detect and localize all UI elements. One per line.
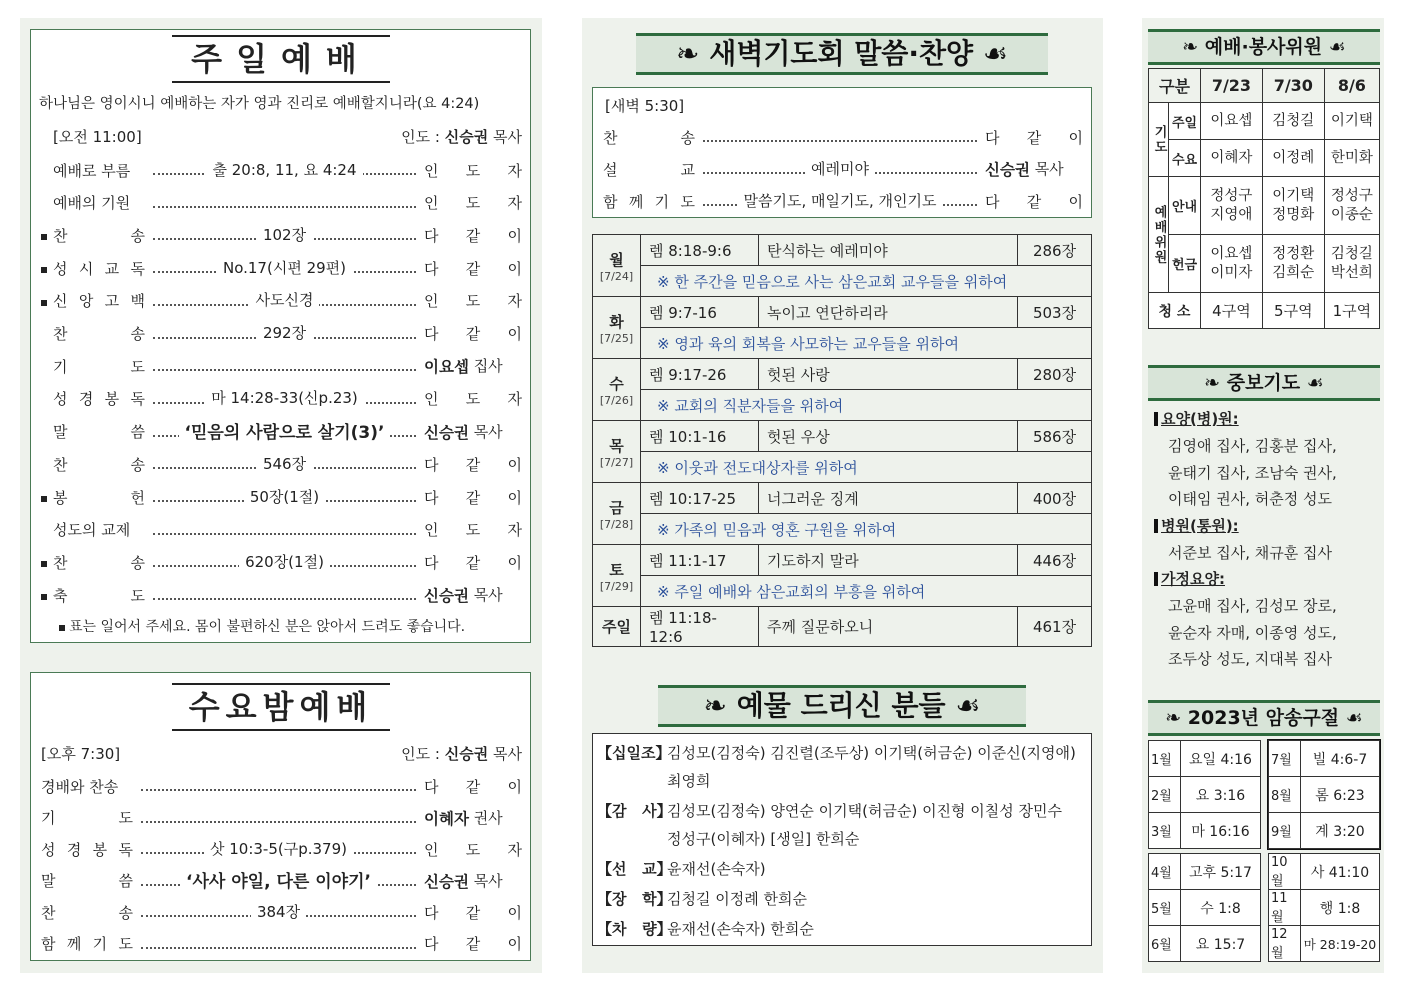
intercession-names: 서준보 집사, 채규훈 집사 xyxy=(1168,543,1332,562)
order-detail: 마 14:28-33(신p.23) xyxy=(205,387,364,408)
day-cell: 화 [7/25] xyxy=(593,297,641,359)
order-label: 예배로 부름 xyxy=(53,161,131,180)
memory-row: 8월 롬 6:23 xyxy=(1269,777,1380,813)
memory-row: 10월 사 41:10 xyxy=(1269,854,1380,890)
offering-title: 예물 드리신 분들 xyxy=(736,689,946,722)
memory-row: 4월 고후 5:17 xyxy=(1149,854,1261,890)
order-role: 다 같 이 xyxy=(985,128,1083,147)
leaf-right-icon: ☙ xyxy=(1328,36,1346,58)
order-line xyxy=(41,579,522,611)
memory-row: 2월 요 3:16 xyxy=(1149,777,1261,813)
offering-names: 김청길 이정례 한희순 xyxy=(667,890,807,908)
order-line xyxy=(41,285,522,317)
memory-title: 2023년 암송구절 xyxy=(1187,707,1340,729)
scripture-ref: 렘 10:1-16 xyxy=(641,421,759,452)
wednesday-title: 수요밤예배 xyxy=(172,683,390,731)
wednesday-time: [오후 7:30] xyxy=(41,745,121,763)
order-role: 인 도 자 xyxy=(424,161,522,180)
order-line xyxy=(41,318,522,350)
dawn-day-row xyxy=(593,483,1092,514)
memory-row: 7월 빌 4:6-7 xyxy=(1269,741,1380,777)
order-role: 다 같 이 xyxy=(424,777,522,796)
marker-icon xyxy=(1154,412,1158,426)
dot-leader xyxy=(153,552,416,571)
memory-table xyxy=(1148,853,1261,962)
memory-row: 9월 계 3:20 xyxy=(1269,813,1380,849)
committee-title-bar xyxy=(1148,29,1380,65)
dot-leader xyxy=(153,389,416,408)
committee-row: 수요 이혜자 이정례 한미화 xyxy=(1149,140,1380,177)
leaf-right-icon: ☙ xyxy=(955,689,981,722)
order-label: 함 께 기 도 xyxy=(603,192,695,211)
leaf-left-icon: ❧ xyxy=(703,689,727,722)
order-detail: 384장 xyxy=(251,901,306,922)
dot-leader xyxy=(153,291,416,310)
wednesday-worship-box xyxy=(30,672,531,961)
order-label: 성 시 교 독 xyxy=(53,259,145,278)
order-detail: 예레미야 xyxy=(805,158,875,179)
offering-category: 【장 학】 xyxy=(597,890,672,908)
committee-row: 예배위원 안내 정성구 지영애 이기택 정명화 정성구 이종순 xyxy=(1149,177,1380,235)
order-role: 이혜자 권사 xyxy=(424,808,503,828)
committee-row: 헌금 이요셉 이미자 정정환 김희순 김청길 박선희 xyxy=(1149,235,1380,293)
order-role: 다 같 이 xyxy=(424,903,522,922)
dot-leader xyxy=(141,821,416,823)
day-cell: 목 [7/27] xyxy=(593,421,641,483)
committee-title: 예배·봉사위원 xyxy=(1204,36,1323,58)
dawn-prayer-row xyxy=(593,266,1092,297)
order-line xyxy=(603,185,1083,217)
order-label: 신 앙 고 백 xyxy=(53,292,145,311)
order-role: 다 같 이 xyxy=(985,192,1083,211)
order-line xyxy=(41,383,522,415)
dot-leader xyxy=(703,159,977,178)
intercession-title: 중보기도 xyxy=(1226,372,1301,394)
dot-leader xyxy=(141,789,416,791)
order-detail: 출 20:8, 11, 요 4:24 xyxy=(206,159,362,180)
dot-leader xyxy=(703,191,977,210)
order-role: 신승권 목사 xyxy=(424,871,503,891)
dawn-title-bar xyxy=(636,33,1048,75)
prayer-topic: ※ 영과 육의 회복을 사모하는 교우들을 위하여 xyxy=(641,328,1092,359)
order-label: 성도의 교제 xyxy=(53,521,131,540)
order-detail: 말씀기도, 매일기도, 개인기도 xyxy=(738,190,943,211)
sunday-verse: 하나님은 영이시니 예배하는 자가 영과 진리로 예배할지니라(요 4:24) xyxy=(39,96,480,112)
order-line xyxy=(41,546,522,578)
dawn-prayer-row xyxy=(593,390,1092,421)
bullet-icon xyxy=(59,625,65,631)
leaf-left-icon: ❧ xyxy=(1165,707,1182,729)
bullet-icon xyxy=(41,488,53,506)
order-line xyxy=(41,514,522,546)
dawn-day-row xyxy=(593,545,1092,576)
order-label: 찬 송 xyxy=(53,226,145,245)
memory-row: 11월 행 1:8 xyxy=(1269,890,1380,926)
memory-row: 12월 마 28:19-20 xyxy=(1269,926,1380,962)
bullet-icon xyxy=(41,553,53,571)
dawn-day-row xyxy=(593,421,1092,452)
memory-row: 1월 요일 4:16 xyxy=(1149,741,1261,777)
intercession-names: 윤태기 집사, 조남숙 권사, xyxy=(1168,463,1337,482)
bullet-icon xyxy=(41,586,53,604)
intercession-title-bar xyxy=(1148,365,1380,401)
dot-leader xyxy=(153,258,416,277)
scripture-ref: 렘 11:1-17 xyxy=(641,545,759,576)
leaf-left-icon: ❧ xyxy=(1182,36,1199,58)
order-label: 성 경 봉 독 xyxy=(41,840,133,859)
leaf-right-icon: ☙ xyxy=(982,37,1008,70)
order-detail: 삿 10:3-5(구p.379) xyxy=(204,838,353,859)
day-cell: 토 [7/29] xyxy=(593,545,641,607)
order-role: 인 도 자 xyxy=(424,390,522,409)
order-label: 봉 헌 xyxy=(53,488,145,507)
dot-leader xyxy=(703,140,977,142)
dot-leader xyxy=(153,369,416,371)
order-role: 인 도 자 xyxy=(424,840,522,859)
order-line xyxy=(41,448,522,480)
order-label: 찬 송 xyxy=(41,903,133,922)
leaf-left-icon: ❧ xyxy=(1204,372,1221,394)
prayer-topic: ※ 이웃과 전도대상자를 위하여 xyxy=(641,452,1092,483)
intercession-names: 고윤매 집사, 김성모 장로, xyxy=(1168,597,1337,615)
sermon-topic: 너그러운 징계 xyxy=(759,483,1018,514)
prayer-topic: ※ 교회의 직분자들을 위하여 xyxy=(641,390,1092,421)
memory-table xyxy=(1148,740,1261,849)
order-role: 인 도 자 xyxy=(424,292,522,311)
intercession-names: 김영애 집사, 김홍분 집사, xyxy=(1168,437,1337,455)
committee-header: 구분 7/23 7/30 8/6 xyxy=(1149,69,1380,103)
dawn-title: 새벽기도회 말씀·찬양 xyxy=(709,37,974,70)
order-label: 예배의 기원 xyxy=(53,194,131,213)
order-label: 함 께 기 도 xyxy=(41,935,133,953)
order-detail: No.17(시편 29편) xyxy=(217,257,352,278)
order-label: 찬 송 xyxy=(53,553,145,572)
offering-box xyxy=(592,733,1092,946)
intercession-names: 이태임 권사, 허춘정 성도 xyxy=(1168,490,1332,508)
order-label: 찬 송 xyxy=(603,128,695,147)
order-label: 찬 송 xyxy=(53,325,145,343)
dawn-sunday-row: 주일 렘 11:18-12:6 주께 질문하오니 461장 xyxy=(593,607,1092,647)
order-label: 설 교 xyxy=(603,160,695,179)
order-detail: 546장 xyxy=(257,453,312,474)
order-line xyxy=(41,219,522,251)
dot-leader xyxy=(153,160,416,179)
dot-leader xyxy=(153,487,416,506)
offering-names: 김성모(김정숙) 김진렬(조두상) 이기택(허금순) 이준신(지영애) xyxy=(667,744,1076,762)
intercession-group-title: 요양(병)원: xyxy=(1154,406,1380,433)
marker-icon xyxy=(1154,572,1158,586)
offering-names: 윤재선(손숙자) xyxy=(667,860,766,878)
order-line xyxy=(41,481,522,513)
sermon-topic: 녹이고 연단하리라 xyxy=(759,297,1018,328)
intercession-group-title: 가정요양: xyxy=(1154,566,1380,593)
leaf-right-icon: ☙ xyxy=(1345,707,1363,729)
offering-category: 【선 교】 xyxy=(597,860,672,878)
dawn-prayer-row xyxy=(593,328,1092,359)
offering-names: 정성구(이혜자) [생일] 한희순 xyxy=(667,830,860,848)
order-line xyxy=(41,896,522,928)
order-line xyxy=(603,121,1083,153)
order-role: 인 도 자 xyxy=(424,194,522,213)
order-line xyxy=(41,252,522,284)
order-label: 성 경 봉 독 xyxy=(53,390,145,409)
dot-leader xyxy=(153,206,416,208)
dawn-day-row xyxy=(593,297,1092,328)
order-role: 신승권 목사 xyxy=(424,422,503,442)
offering-names: 윤재선(손숙자) 한희순 xyxy=(667,920,814,938)
dot-leader xyxy=(153,225,416,244)
memory-title-bar xyxy=(1148,700,1380,736)
order-role: 다 같 이 xyxy=(424,553,522,572)
order-detail: ‘사사 야일, 다른 이야기’ xyxy=(180,867,377,892)
order-detail: 102장 xyxy=(257,224,312,245)
order-role: 신승권 목사 xyxy=(424,586,503,606)
offering-category: 【감 사】 xyxy=(597,802,672,820)
order-detail: 사도신경 xyxy=(250,289,320,310)
dot-leader xyxy=(153,454,416,473)
sunday-time: [오전 11:00] xyxy=(53,128,142,146)
order-label: 경배와 찬송 xyxy=(41,777,119,796)
hymn-number: 503장 xyxy=(1018,297,1092,328)
day-cell: 금 [7/28] xyxy=(593,483,641,545)
hymn-number: 286장 xyxy=(1018,235,1092,266)
day-cell: 월 [7/24] xyxy=(593,235,641,297)
intercession-names: 조두상 성도, 지대복 집사 xyxy=(1168,650,1332,668)
order-detail: 292장 xyxy=(257,322,312,343)
order-line xyxy=(603,153,1083,185)
leaf-left-icon: ❧ xyxy=(676,37,700,70)
leaf-right-icon: ☙ xyxy=(1306,372,1324,394)
committee-row: 기도 주일 이요셉 김청길 이기택 xyxy=(1149,103,1380,140)
marker-icon xyxy=(1154,519,1158,533)
dawn-day-row xyxy=(593,235,1092,266)
sermon-topic: 헛된 사랑 xyxy=(759,359,1018,390)
hymn-number: 446장 xyxy=(1018,545,1092,576)
dot-leader xyxy=(141,872,416,892)
order-role: 다 같 이 xyxy=(424,935,522,953)
order-role: 인 도 자 xyxy=(424,521,522,540)
bullet-icon xyxy=(41,292,53,310)
sermon-topic: 기도하지 말라 xyxy=(759,545,1018,576)
order-label: 찬 송 xyxy=(53,455,145,474)
offering-category: 【차 량】 xyxy=(597,920,672,938)
memory-row: 6월 요 15:7 xyxy=(1149,926,1261,962)
order-label: 말 씀 xyxy=(53,423,145,442)
sermon-topic: 헛된 우상 xyxy=(759,421,1018,452)
bullet-icon xyxy=(41,226,53,244)
committee-clean-row: 청 소 4구역 5구역 1구역 xyxy=(1149,293,1380,329)
dawn-schedule-table xyxy=(592,234,1092,647)
dot-leader xyxy=(141,947,416,949)
order-line xyxy=(41,770,522,802)
dawn-order-box xyxy=(592,87,1092,218)
dawn-day-row xyxy=(593,359,1092,390)
committee-table xyxy=(1148,68,1380,329)
sunday-note: 표는 일어서 주세요. 몸이 불편하신 분은 앉아서 드려도 좋습니다. xyxy=(59,616,465,636)
scripture-ref: 렘 9:7-16 xyxy=(641,297,759,328)
order-label: 축 도 xyxy=(53,586,145,605)
dawn-prayer-row xyxy=(593,452,1092,483)
order-label: 기 도 xyxy=(41,809,133,827)
dot-leader xyxy=(141,839,416,858)
scripture-ref: 렘 9:17-26 xyxy=(641,359,759,390)
order-role: 다 같 이 xyxy=(424,226,522,245)
prayer-topic: ※ 한 주간을 믿음으로 사는 삼은교회 교우들을 위하여 xyxy=(641,266,1092,297)
order-label: 말 씀 xyxy=(41,872,133,890)
dawn-prayer-row xyxy=(593,514,1092,545)
memory-row: 5월 수 1:8 xyxy=(1149,890,1261,926)
order-line xyxy=(41,928,522,960)
order-line xyxy=(41,154,522,186)
scripture-ref: 렘 10:17-25 xyxy=(641,483,759,514)
order-line xyxy=(41,833,522,865)
hymn-number: 280장 xyxy=(1018,359,1092,390)
order-role: 다 같 이 xyxy=(424,259,522,278)
intercession-list xyxy=(1154,406,1380,673)
sunday-title: 주일예배 xyxy=(172,35,390,83)
offering-names: 김성모(김정숙) 양연순 이기택(허금순) 이진형 이칠성 장민수 xyxy=(667,802,1063,820)
order-label: 기 도 xyxy=(53,357,145,376)
dot-leader xyxy=(153,423,416,444)
prayer-topic: ※ 주일 예배와 삼은교회의 부흥을 위하여 xyxy=(641,576,1092,607)
offering-category: 【십일조】 xyxy=(597,744,671,762)
order-line xyxy=(41,187,522,219)
order-detail: ‘믿음의 사람으로 살기(3)’ xyxy=(179,418,391,443)
intercession-group-title: 병원(통원): xyxy=(1154,513,1380,540)
bullet-icon xyxy=(41,259,53,277)
memory-row: 3월 마 16:16 xyxy=(1149,813,1261,849)
day-cell: 수 [7/26] xyxy=(593,359,641,421)
order-role: 이요셉 집사 xyxy=(424,357,503,377)
sermon-topic: 탄식하는 예레미야 xyxy=(759,235,1018,266)
dot-leader xyxy=(141,902,416,921)
intercession-names: 윤순자 자매, 이종영 성도, xyxy=(1168,623,1337,642)
hymn-number: 400장 xyxy=(1018,483,1092,514)
dot-leader xyxy=(153,598,416,600)
order-role: 다 같 이 xyxy=(424,455,522,474)
dot-leader xyxy=(153,533,416,535)
sunday-worship-box xyxy=(30,29,531,643)
order-line xyxy=(41,802,522,834)
order-role: 신승권 목사 xyxy=(985,160,1064,179)
order-line xyxy=(41,416,522,448)
offering-names: 최영희 xyxy=(667,772,711,790)
prayer-topic: ※ 가족의 믿음과 영혼 구원을 위하여 xyxy=(641,514,1092,545)
scripture-ref: 렘 8:18-9:6 xyxy=(641,235,759,266)
memory-table xyxy=(1268,740,1380,849)
order-role: 다 같 이 xyxy=(424,325,522,343)
order-line xyxy=(41,865,522,897)
order-role: 다 같 이 xyxy=(424,488,522,507)
order-line xyxy=(41,350,522,382)
sunday-leader: 인도 : 신승권 목사 xyxy=(401,128,522,146)
dot-leader xyxy=(153,324,416,342)
offering-title-bar xyxy=(658,685,1026,727)
hymn-number: 586장 xyxy=(1018,421,1092,452)
dawn-time: [새벽 5:30] xyxy=(605,97,685,115)
wednesday-leader: 인도 : 신승권 목사 xyxy=(401,745,522,763)
order-detail: 620장(1절) xyxy=(239,551,330,572)
order-detail: 50장(1절) xyxy=(244,486,325,507)
memory-table xyxy=(1268,853,1380,962)
dawn-prayer-row xyxy=(593,576,1092,607)
